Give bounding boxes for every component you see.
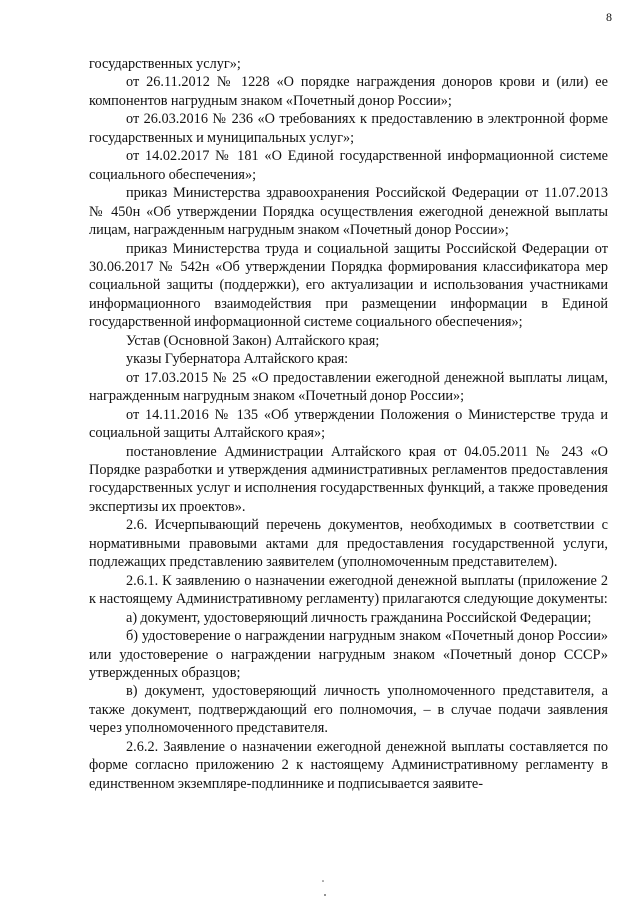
paragraph: государственных услуг»;: [89, 56, 241, 72]
paragraph: а) документ, удостоверяющий личность гражданина Российской Федерации;: [126, 609, 592, 626]
paragraph: приказ Министерства труда и социальной защиты Российской Федерации от 30.06.2017 № 542н «Об утверждении Порядка формирования классификатора мер социальной защиты (поддержки), его актуализации и использования участниками информационного взаимодействия при размещении информации в Единой государственной информационной системе социального обеспечения»;: [89, 240, 608, 331]
paragraph: от 26.03.2016 № 236 «О требованиях к предоставлению в электронной форме государственных и муниципальных услуг»;: [89, 111, 608, 146]
paragraph: указы Губернатора Алтайского края:: [126, 351, 349, 368]
paragraph: постановление Администрации Алтайского края от 04.05.2011 № 243 «О Порядке разработки и утверждения административных регламентов предоставления государственных услуг и исполнения государственных функций, а также проведения экспертизы их проектов».: [89, 443, 608, 515]
paragraph: от 14.11.2016 № 135 «Об утверждении Положения о Министерстве труда и социальной защиты Алтайского края»;: [89, 406, 608, 442]
paragraph: 2.6.2. Заявление о назначении ежегодной денежной выплаты составляется по форме согласно приложению 2 к настоящему Административному регламенту в единственном экземпляре-подлиннике и подписывается заявите-: [89, 738, 608, 792]
paragraph: 2.6.1. К заявлению о назначении ежегодной денежной выплаты (приложение 2 к настоящему Административному регламенту) прилагаются следующие документы:: [89, 572, 608, 608]
scan-speck: [324, 894, 326, 896]
page-number: 8: [606, 10, 612, 24]
paragraph: от 17.03.2015 № 25 «О предоставлении ежегодной денежной выплаты лицам, награжденным нагрудным знаком «Почетный донор России»;: [89, 369, 608, 405]
paragraph: в) документ, удостоверяющий личность уполномоченного представителя, а также документ, подтверждающий его полномочия, – в случае подачи заявления через уполномоченного представителя.: [89, 683, 608, 737]
paragraph: 2.6. Исчерпывающий перечень документов, необходимых в соответствии с нормативными правовыми актами для предоставления государственной услуги, подлежащих представлению заявителем (уполномоченным представителем).: [89, 517, 608, 571]
paragraph: приказ Министерства здравоохранения Российской Федерации от 11.07.2013 № 450н «Об утверждении Порядка осуществления ежегодной денежной выплаты лицам, награжденным нагрудным знаком «Почетный донор России»;: [89, 185, 608, 239]
paragraph: от 26.11.2012 № 1228 «О порядке награждения доноров крови и (или) ее компонентов нагрудным знаком «Почетный донор России»;: [89, 74, 608, 109]
paragraph: б) удостоверение о награждении нагрудным знаком «Почетный донор России» или удостоверение о награждении нагрудным знаком «Почетный донор СССР» утвержденных образцов;: [89, 628, 608, 681]
paragraph: Устав (Основной Закон) Алтайского края;: [126, 332, 380, 349]
scan-speck: [322, 880, 324, 882]
paragraph: от 14.02.2017 № 181 «О Единой государственной информационной системе социального обеспечения»;: [89, 148, 608, 183]
document-body: [89, 55, 608, 793]
